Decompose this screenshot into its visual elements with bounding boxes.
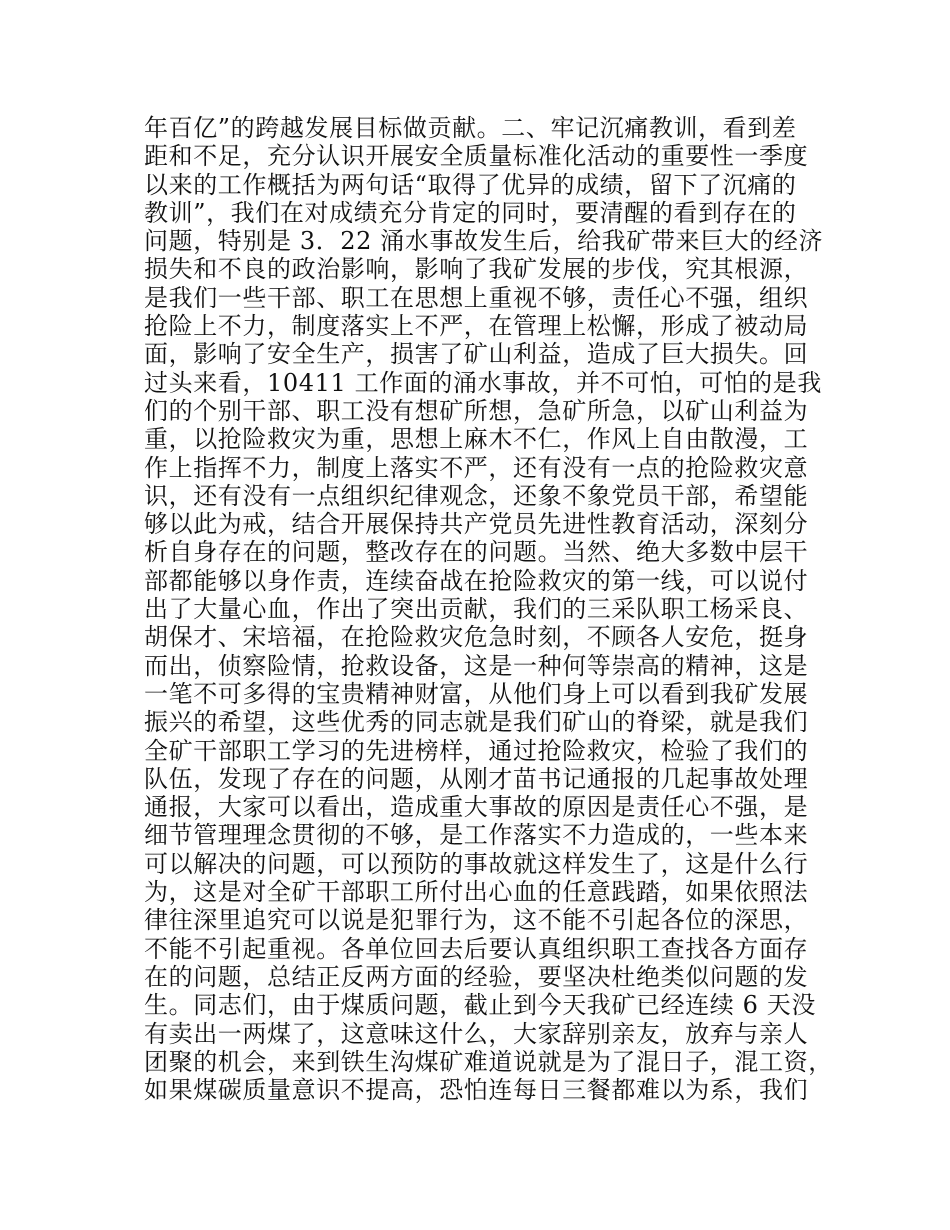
text-line: 全矿干部职工学习的先进榜样，通过抢险救灾，检验了我们的	[144, 736, 809, 765]
text-line: 律往深里追究可以说是犯罪行为，这不能不引起各位的深思，	[144, 906, 809, 935]
text-line: 年百亿”的跨越发展目标做贡献。二、牢记沉痛教训，看到差	[144, 114, 797, 142]
text-line: 重，以抢险救灾为重，思想上麻木不仁，作风上自由散漫，工	[144, 425, 809, 454]
text-line: 不能不引起重视。各单位回去后要认真组织职工查找各方面存	[144, 934, 809, 963]
text-line: 队伍，发现了存在的问题，从刚才苗书记通报的几起事故处理	[144, 764, 809, 793]
text-line: 团聚的机会，来到铁生沟煤矿难道说就是为了混日子，混工资，	[144, 1047, 833, 1076]
text-line: 作上指挥不力，制度上落实不严，还有没有一点的抢险救灾意	[144, 453, 809, 482]
text-line: 问题，特别是 3．22 涌水事故发生后，给我矿带来巨大的经济	[144, 227, 824, 256]
text-line: 面，影响了安全生产，损害了矿山利益，造成了巨大损失。回	[144, 340, 809, 369]
text-line: 胡保才、宋培福，在抢险救灾危急时刻，不顾各人安危，挺身	[144, 623, 809, 652]
text-line: 过头来看，10411 工作面的涌水事故，并不可怕，可怕的是我	[144, 368, 822, 397]
text-line: 析自身存在的问题，整改存在的问题。当然、绝大多数中层干	[144, 538, 809, 567]
text-line: 出了大量心血，作出了突出贡献，我们的三采队职工杨采良、	[144, 595, 809, 624]
text-line: 可以解决的问题，可以预防的事故就这样发生了，这是什么行	[144, 849, 809, 878]
text-line: 生。同志们，由于煤质问题，截止到今天我矿已经连续 6 天没	[144, 991, 816, 1020]
text-line: 在的问题，总结正反两方面的经验，要坚决杜绝类似问题的发	[144, 962, 809, 991]
text-line: 距和不足，充分认识开展安全质量标准化活动的重要性一季度	[144, 142, 809, 171]
text-line: 识，还有没有一点组织纪律观念，还象不象党员干部，希望能	[144, 481, 809, 510]
text-line: 而出，侦察险情，抢救设备，这是一种何等崇高的精神，这是	[144, 651, 809, 680]
text-line: 振兴的希望，这些优秀的同志就是我们矿山的脊梁，就是我们	[144, 708, 809, 737]
text-line: 有卖出一两煤了，这意味这什么，大家辞别亲友，放弃与亲人	[144, 1019, 809, 1048]
text-line: 损失和不良的政治影响，影响了我矿发展的步伐，究其根源，	[144, 255, 809, 284]
text-line: 们的个别干部、职工没有想矿所想，急矿所急，以矿山利益为	[144, 396, 809, 425]
body-text	[144, 114, 834, 1104]
text-line: 通报，大家可以看出，造成重大事故的原因是责任心不强，是	[144, 793, 809, 822]
text-line: 抢险上不力，制度落实上不严，在管理上松懈，形成了被动局	[144, 312, 809, 341]
text-line: 够以此为戒，结合开展保持共产党员先进性教育活动，深刻分	[144, 510, 809, 539]
text-line: 是我们一些干部、职工在思想上重视不够，责任心不强，组织	[144, 283, 809, 312]
text-line: 教训”，我们在对成绩充分肯定的同时，要清醒的看到存在的	[144, 198, 797, 227]
text-line: 细节管理理念贯彻的不够，是工作落实不力造成的，一些本来	[144, 821, 809, 850]
text-line: 以来的工作概括为两句话“取得了优异的成绩，留下了沉痛的	[144, 170, 797, 199]
text-line: 一笔不可多得的宝贵精神财富，从他们身上可以看到我矿发展	[144, 679, 809, 708]
text-line: 部都能够以身作责，连续奋战在抢险救灾的第一线，可以说付	[144, 566, 809, 595]
text-line: 为，这是对全矿干部职工所付出心血的任意践踏，如果依照法	[144, 878, 809, 907]
text-line: 如果煤碳质量意识不提高，恐怕连每日三餐都难以为系，我们	[144, 1076, 809, 1105]
